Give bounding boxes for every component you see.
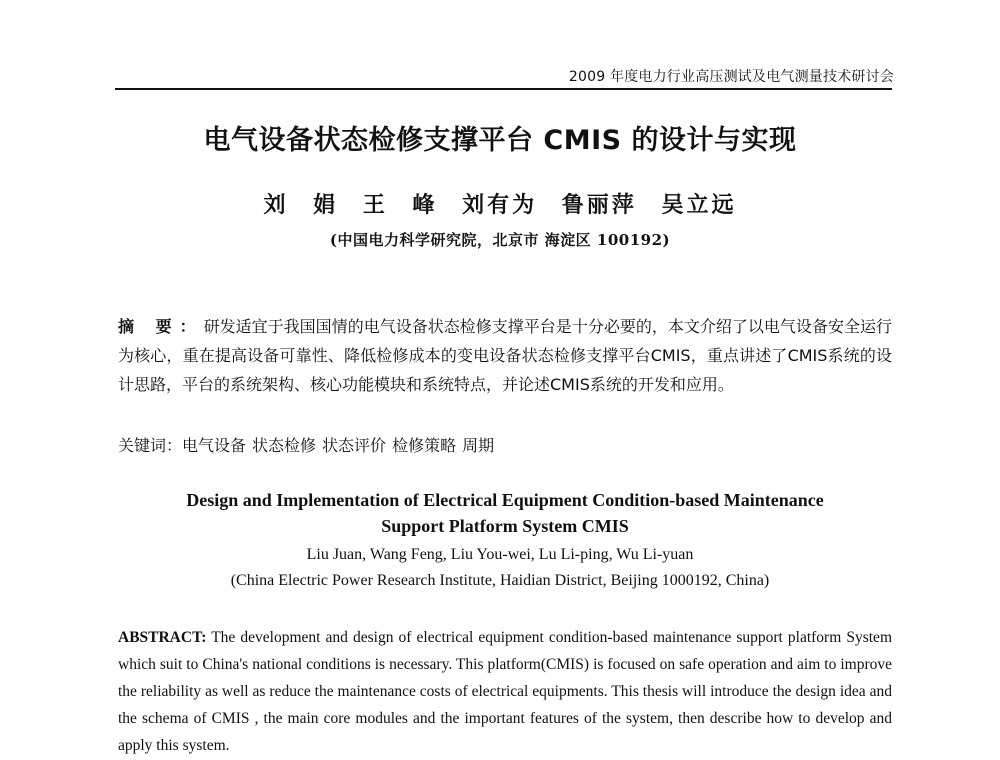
- english-abstract-label: ABSTRACT:: [118, 629, 207, 646]
- header-rule: [115, 88, 892, 90]
- chinese-keywords: [118, 433, 892, 456]
- chinese-abstract-label: 摘 要：: [118, 317, 204, 336]
- running-header: 2009 年度电力行业高压测试及电气测量技术研讨会: [568, 69, 894, 85]
- chinese-keywords-label: 关键词：: [118, 436, 183, 455]
- english-abstract: [118, 624, 892, 759]
- english-affiliation: (China Electric Power Research Institute, Haidian District, Beijing 1000192, China): [230, 572, 770, 589]
- keyword: 检修策略: [392, 436, 457, 455]
- keyword: 状态检修: [252, 436, 317, 455]
- chinese-affiliation: (中国电力科学研究院，北京市 海淀区 100192): [329, 231, 671, 249]
- chinese-title: 电气设备状态检修支撑平台 CMIS 的设计与实现: [203, 125, 797, 156]
- english-title-line2: Support Platform System CMIS: [381, 516, 629, 536]
- english-authors: Liu Juan, Wang Feng, Liu You-wei, Lu Li-ping, Wu Li-yuan: [306, 546, 694, 563]
- english-title-line1: Design and Implementation of Electrical Equipment Condition-based Maintenance: [186, 490, 824, 510]
- chinese-abstract: [118, 312, 892, 399]
- chinese-authors: 刘 娟 王 峰 刘有为 鲁丽萍 吴立远: [263, 192, 737, 218]
- keyword: 电气设备: [182, 436, 247, 455]
- english-abstract-text: The development and design of electrical equipment condition-based maintenance support platform System which suit to China's national conditions is necessary. This platform(CMIS) is focused on safe operation and aim to improve the reliability as well as reduce the maintenance costs of electrical equipments. This thesis will introduce the design idea and the schema of CMIS , the main core modules and the important features of the system, then describe how to develop and apply this system.: [118, 629, 892, 754]
- chinese-abstract-text: 研发适宜于我国国情的电气设备状态检修支撑平台是十分必要的，本文介绍了以电气设备安全运行为核心，重在提高设备可靠性、降低检修成本的变电设备状态检修支撑平台CMIS，重点讲述了CMIS系统的设计思路，平台的系统架构、核心功能模块和系统特点，并论述CMIS系统的开发和应用。: [118, 317, 892, 394]
- keyword: 状态评价: [322, 436, 387, 455]
- english-title: [120, 487, 890, 539]
- keyword: 周期: [462, 436, 495, 455]
